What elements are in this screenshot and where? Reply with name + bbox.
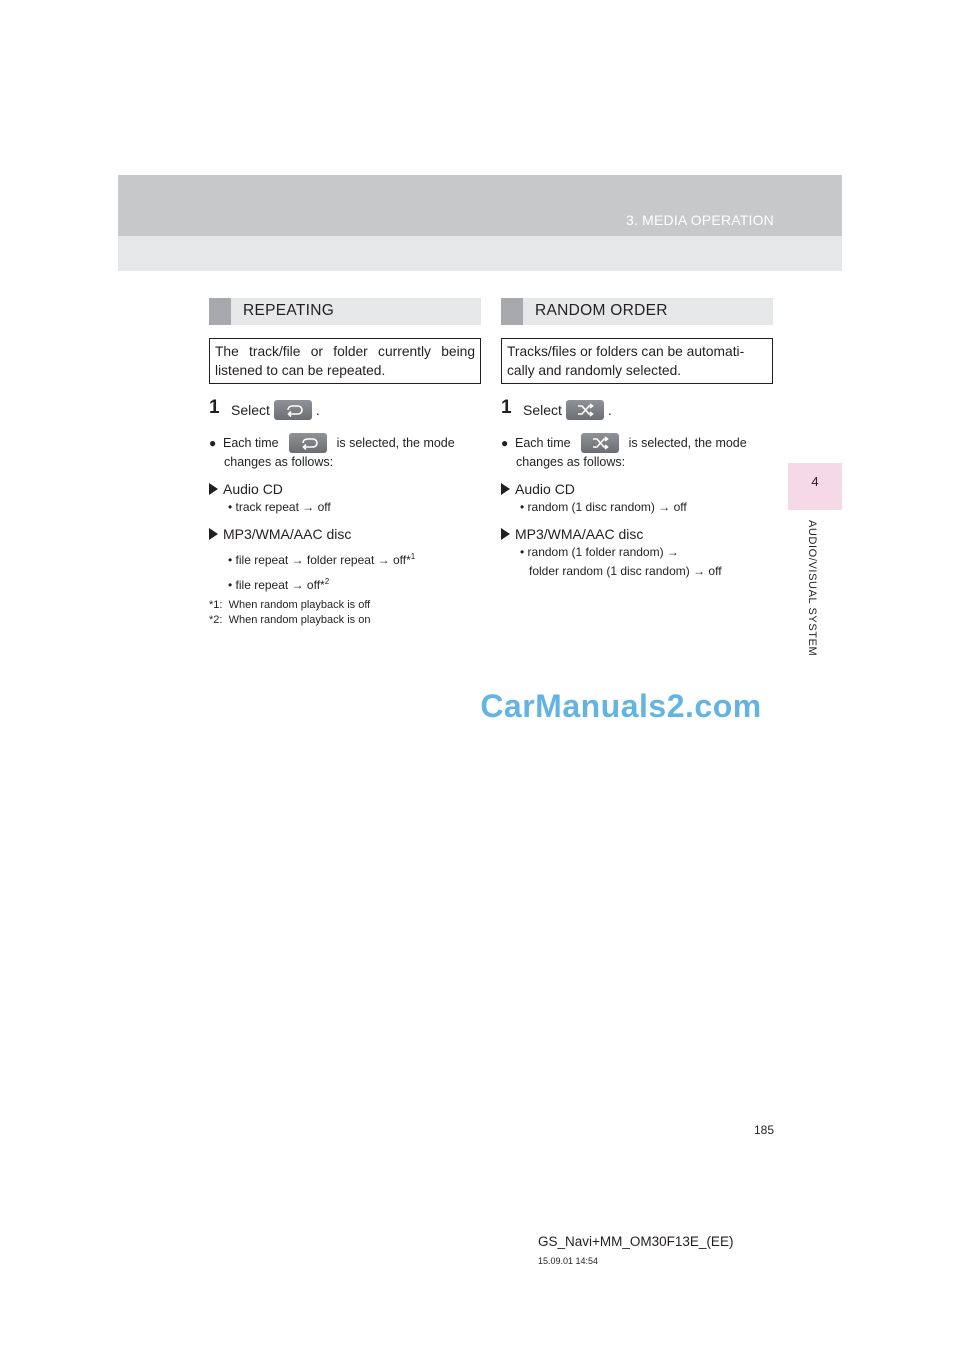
mode-line: • random (1 folder random) →: [520, 545, 679, 559]
mode-line: • file repeat → folder repeat → off*$^1$: [228, 552, 416, 567]
mode-title: MP3/WMA/AAC disc: [209, 526, 481, 542]
triangle-right-icon: [501, 528, 510, 540]
repeating-section: [209, 298, 481, 628]
watermark: CarManuals2.com: [480, 688, 762, 724]
header-subband: [118, 236, 842, 271]
footnotes: [209, 598, 481, 628]
page-number: 185: [754, 1123, 775, 1137]
repeating-heading: REPEATING: [243, 302, 335, 319]
document-timestamp: 15.09.01 14:54: [538, 1256, 599, 1266]
triangle-right-icon: [209, 483, 218, 495]
repeating-intro: The track/file or folder currently being listened to can be repeated.: [209, 338, 481, 384]
chapter-title: AUDIO/VISUAL SYSTEM: [806, 520, 818, 657]
chapter-number: 4: [811, 474, 819, 489]
random-step: 1 Select .: [501, 397, 612, 418]
triangle-right-icon: [501, 483, 510, 495]
repeating-bullet: ● Each time is selected, the mode changes as follows:: [209, 433, 481, 471]
footnote: *1: When random playback is off: [209, 599, 371, 611]
random-intro: Tracks/files or folders can be automati- cally and randomly selected.: [501, 338, 773, 384]
document-id: GS_Navi+MM_OM30F13E_(EE): [538, 1234, 734, 1249]
mode-line: • file repeat → off*$^2$: [228, 577, 330, 592]
mode-title: MP3/WMA/AAC disc: [501, 526, 773, 542]
step-number: 1: [209, 397, 220, 418]
random-bullet: ● Each time is selected, the mode changes as follows:: [501, 433, 773, 471]
chapter-title-vertical: [804, 520, 818, 670]
random-heading-bar: [501, 298, 773, 325]
bullet-dot-icon: ●: [501, 436, 509, 450]
mode-title: Audio CD: [501, 481, 773, 497]
mode-title: Audio CD: [209, 481, 481, 497]
mode-line: folder random (1 disc random) → off: [529, 564, 722, 578]
repeat-icon[interactable]: [289, 433, 327, 453]
mode-line: • random (1 disc random) → off: [520, 500, 687, 514]
step-number: 1: [501, 397, 512, 418]
mode-line: • track repeat → off: [228, 500, 331, 514]
footnote: *2: When random playback is on: [209, 614, 371, 626]
section-title: 3. MEDIA OPERATION: [625, 212, 774, 228]
repeating-step: 1 Select .: [209, 397, 320, 418]
repeat-icon[interactable]: [274, 400, 312, 420]
shuffle-icon[interactable]: [581, 433, 619, 453]
repeating-heading-bar: [209, 298, 481, 325]
shuffle-icon[interactable]: [566, 400, 604, 420]
triangle-right-icon: [209, 528, 218, 540]
random-heading: RANDOM ORDER: [535, 302, 668, 319]
bullet-dot-icon: ●: [209, 436, 217, 450]
random-section: [501, 298, 773, 580]
